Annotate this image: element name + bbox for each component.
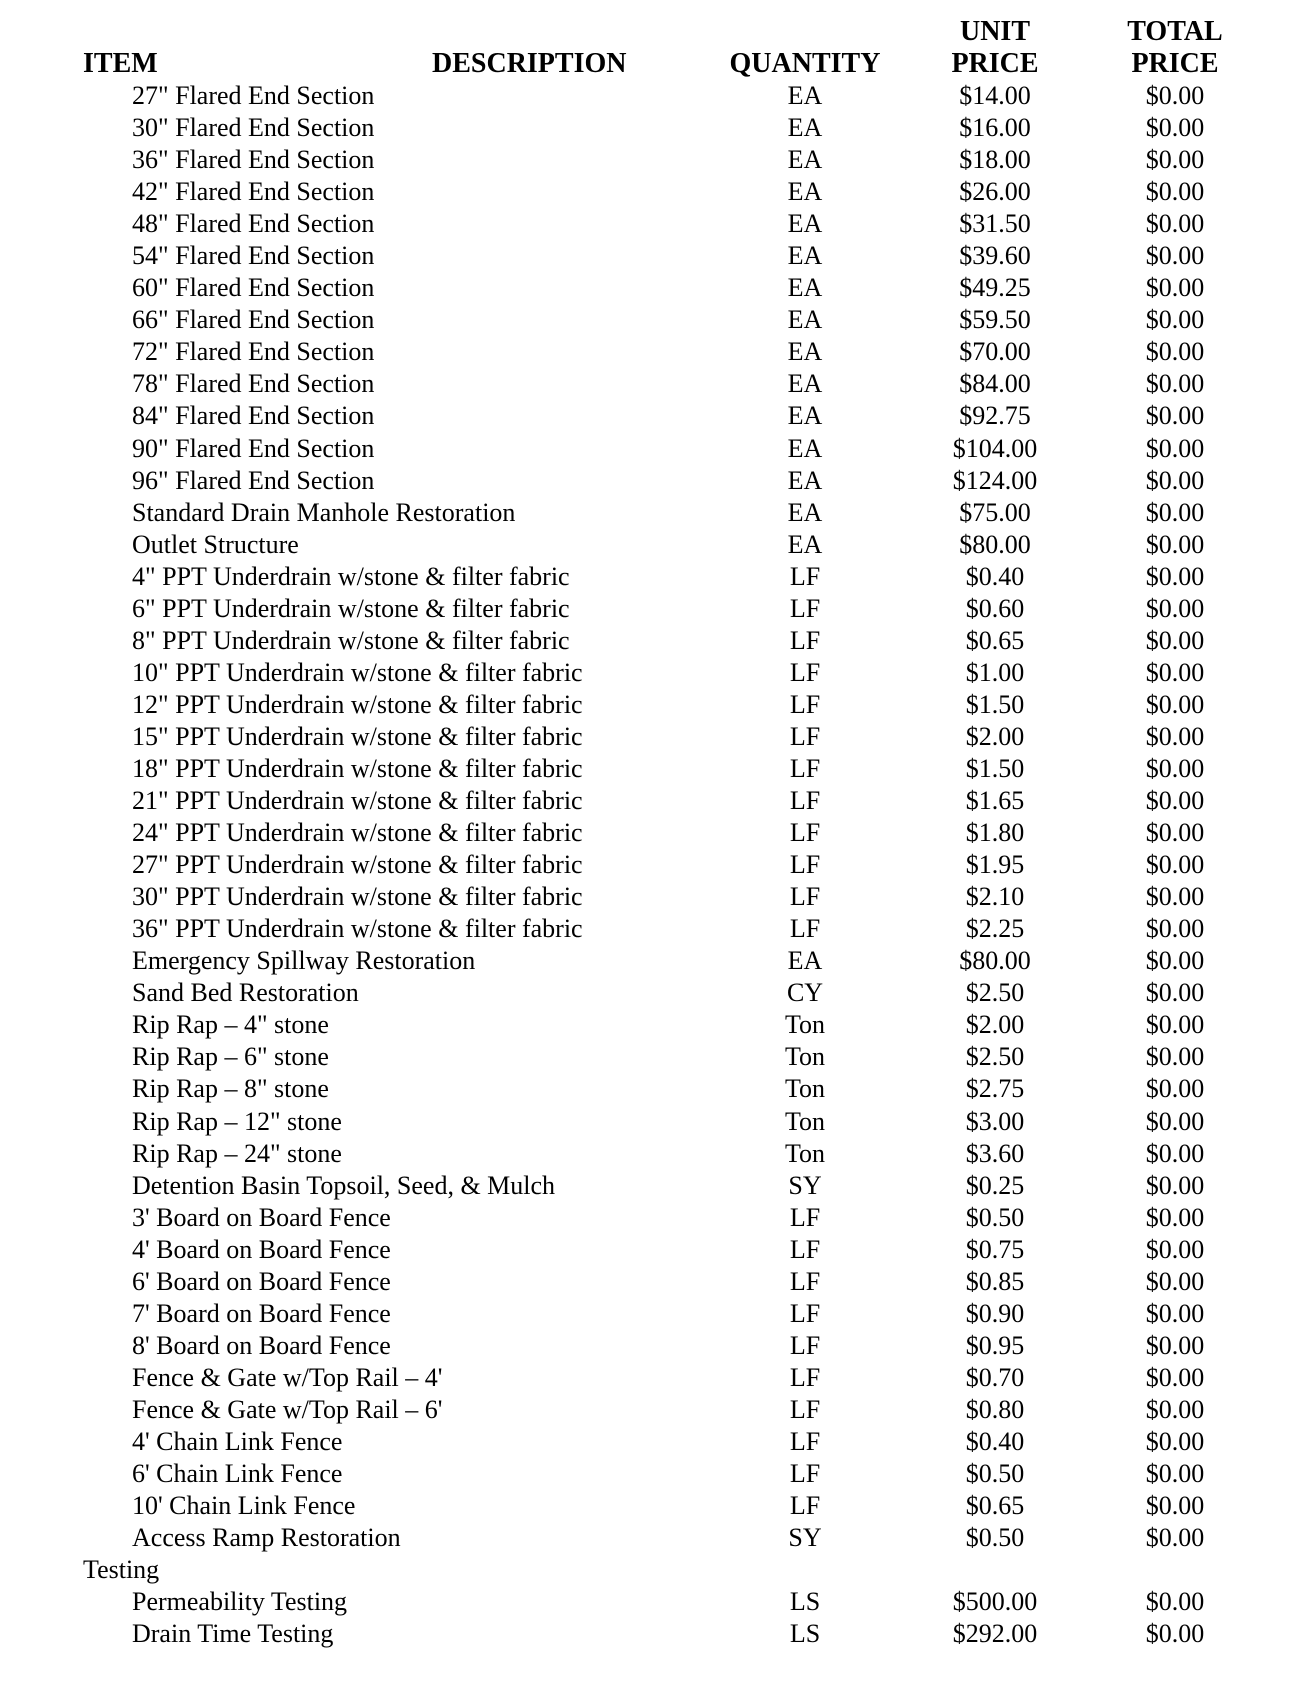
item-quantity: LF	[789, 561, 821, 591]
table-row	[0, 336, 1306, 368]
item-quantity: EA	[787, 465, 823, 495]
item-description: 24" PPT Underdrain w/stone & filter fabric	[132, 818, 583, 848]
item-unit-price: $2.10	[965, 882, 1025, 912]
item-description: 8' Board on Board Fence	[132, 1330, 391, 1360]
item-total-price: $0.00	[1145, 113, 1205, 143]
table-row	[0, 1394, 1306, 1426]
header-unit-price	[895, 16, 1095, 80]
table-row	[0, 625, 1306, 657]
item-description: 6' Board on Board Fence	[132, 1266, 391, 1296]
item-total-price: $0.00	[1145, 818, 1205, 848]
item-unit-price: $0.70	[965, 1362, 1025, 1392]
item-description: Rip Rap – 8" stone	[132, 1074, 329, 1104]
item-quantity: LF	[789, 689, 821, 719]
item-quantity: LF	[789, 753, 821, 783]
item-total-price: $0.00	[1145, 1202, 1205, 1232]
item-unit-price: $0.75	[965, 1234, 1025, 1264]
price-table-body	[0, 80, 1306, 1650]
item-quantity: LF	[789, 1298, 821, 1328]
item-total-price: $0.00	[1145, 145, 1205, 175]
item-unit-price: $292.00	[952, 1619, 1038, 1649]
item-quantity: LF	[789, 882, 821, 912]
item-unit-price: $0.50	[965, 1523, 1025, 1553]
item-unit-price: $2.00	[965, 1010, 1025, 1040]
item-total-price: $0.00	[1145, 1106, 1205, 1136]
item-total-price: $0.00	[1145, 1394, 1205, 1424]
item-unit-price: $26.00	[959, 177, 1031, 207]
item-description: 48" Flared End Section	[132, 209, 375, 239]
item-total-price: $0.00	[1145, 81, 1205, 110]
item-unit-price: $0.65	[965, 625, 1025, 655]
table-row	[0, 1490, 1306, 1522]
item-description: Rip Rap – 24" stone	[132, 1138, 342, 1168]
item-quantity: LF	[789, 593, 821, 623]
item-quantity: LF	[789, 1491, 821, 1521]
item-unit-price: $1.65	[965, 786, 1025, 816]
item-description: 78" Flared End Section	[132, 369, 375, 399]
table-row	[0, 561, 1306, 593]
item-unit-price: $59.50	[959, 305, 1031, 335]
table-row	[0, 433, 1306, 465]
item-unit-price: $16.00	[959, 113, 1031, 143]
item-quantity: LF	[789, 914, 821, 944]
item-quantity: EA	[787, 433, 823, 463]
item-description: Standard Drain Manhole Restoration	[132, 497, 516, 527]
item-unit-price: $0.85	[965, 1266, 1025, 1296]
item-unit-price: $18.00	[959, 145, 1031, 175]
table-row	[0, 272, 1306, 304]
item-total-price: $0.00	[1145, 1459, 1205, 1489]
item-description: 84" Flared End Section	[132, 401, 375, 431]
item-total-price: $0.00	[1145, 465, 1205, 495]
item-description: Outlet Structure	[132, 529, 299, 559]
table-row	[0, 913, 1306, 945]
item-description: 6' Chain Link Fence	[132, 1459, 343, 1489]
item-quantity: SY	[788, 1523, 822, 1553]
item-total-price: $0.00	[1145, 1010, 1205, 1040]
item-unit-price: $80.00	[959, 529, 1031, 559]
table-row	[0, 497, 1306, 529]
item-total-price: $0.00	[1145, 1619, 1205, 1649]
table-row	[0, 1522, 1306, 1554]
item-unit-price: $2.50	[965, 978, 1025, 1008]
table-row	[0, 849, 1306, 881]
item-quantity: LF	[789, 657, 821, 687]
header-total-price-line2: PRICE	[1131, 48, 1219, 79]
item-total-price: $0.00	[1145, 1491, 1205, 1521]
item-unit-price: $1.00	[965, 657, 1025, 687]
item-total-price: $0.00	[1145, 337, 1205, 367]
item-unit-price: $0.40	[965, 1426, 1025, 1456]
item-unit-price: $49.25	[959, 273, 1031, 303]
item-description: 30" PPT Underdrain w/stone & filter fabric	[132, 882, 583, 912]
item-total-price: $0.00	[1145, 625, 1205, 655]
item-total-price: $0.00	[1145, 882, 1205, 912]
header-quantity: QUANTITY	[729, 48, 881, 79]
table-row	[0, 529, 1306, 561]
table-row	[0, 753, 1306, 785]
item-unit-price: $0.50	[965, 1459, 1025, 1489]
item-total-price: $0.00	[1145, 241, 1205, 271]
table-row	[0, 304, 1306, 336]
item-total-price: $0.00	[1145, 1298, 1205, 1328]
item-description: 15" PPT Underdrain w/stone & filter fabric	[132, 721, 583, 751]
item-quantity: EA	[787, 497, 823, 527]
item-unit-price: $75.00	[959, 497, 1031, 527]
table-row	[0, 1138, 1306, 1170]
item-description: 30" Flared End Section	[132, 113, 375, 143]
table-row	[0, 1426, 1306, 1458]
item-total-price: $0.00	[1145, 786, 1205, 816]
item-unit-price: $0.65	[965, 1491, 1025, 1521]
item-total-price: $0.00	[1145, 689, 1205, 719]
item-unit-price: $0.25	[965, 1170, 1025, 1200]
item-description: 4' Chain Link Fence	[132, 1426, 343, 1456]
item-description: 27" PPT Underdrain w/stone & filter fabric	[132, 850, 583, 880]
table-row	[0, 1073, 1306, 1105]
item-quantity: EA	[787, 177, 823, 207]
table-row	[0, 721, 1306, 753]
table-row	[0, 881, 1306, 913]
header-unit-price-line2: PRICE	[951, 48, 1039, 79]
item-total-price: $0.00	[1145, 850, 1205, 880]
item-description: Drain Time Testing	[132, 1619, 334, 1649]
item-quantity: EA	[787, 81, 823, 110]
item-quantity: LF	[789, 1234, 821, 1264]
item-total-price: $0.00	[1145, 657, 1205, 687]
item-total-price: $0.00	[1145, 433, 1205, 463]
table-row	[0, 176, 1306, 208]
item-unit-price: $31.50	[959, 209, 1031, 239]
item-quantity: EA	[787, 145, 823, 175]
table-row	[0, 144, 1306, 176]
item-description: 10" PPT Underdrain w/stone & filter fabric	[132, 657, 583, 687]
item-quantity: CY	[786, 978, 824, 1008]
item-quantity: LS	[789, 1619, 821, 1649]
item-description: Rip Rap – 4" stone	[132, 1010, 329, 1040]
item-total-price: $0.00	[1145, 1170, 1205, 1200]
item-total-price: $0.00	[1145, 273, 1205, 303]
item-quantity: LF	[789, 721, 821, 751]
item-total-price: $0.00	[1145, 1523, 1205, 1553]
item-description: 4' Board on Board Fence	[132, 1234, 391, 1264]
item-total-price: $0.00	[1145, 369, 1205, 399]
item-unit-price: $1.50	[965, 753, 1025, 783]
header-total-price-line1: TOTAL	[1127, 16, 1223, 47]
item-quantity: LF	[789, 850, 821, 880]
item-description: 18" PPT Underdrain w/stone & filter fabric	[132, 753, 583, 783]
item-description: 3' Board on Board Fence	[132, 1202, 391, 1232]
item-unit-price: $2.50	[965, 1042, 1025, 1072]
item-quantity: LF	[789, 1266, 821, 1296]
item-total-price: $0.00	[1145, 753, 1205, 783]
item-description: 6" PPT Underdrain w/stone & filter fabric	[132, 593, 570, 623]
item-total-price: $0.00	[1145, 209, 1205, 239]
item-quantity: Ton	[784, 1010, 826, 1040]
item-total-price: $0.00	[1145, 946, 1205, 976]
item-quantity: LF	[789, 1362, 821, 1392]
item-quantity: LF	[789, 1459, 821, 1489]
item-quantity: EA	[787, 369, 823, 399]
item-unit-price: $0.90	[965, 1298, 1025, 1328]
item-total-price: $0.00	[1145, 593, 1205, 623]
item-total-price: $0.00	[1145, 1234, 1205, 1264]
item-total-price: $0.00	[1145, 1266, 1205, 1296]
item-total-price: $0.00	[1145, 1074, 1205, 1104]
table-row	[0, 1586, 1306, 1618]
table-row	[0, 1202, 1306, 1234]
item-description: 21" PPT Underdrain w/stone & filter fabric	[132, 786, 583, 816]
item-description: 10' Chain Link Fence	[132, 1491, 356, 1521]
table-row	[0, 977, 1306, 1009]
item-description: 8" PPT Underdrain w/stone & filter fabric	[132, 625, 570, 655]
item-unit-price: $2.75	[965, 1074, 1025, 1104]
table-row	[0, 1170, 1306, 1202]
item-quantity: EA	[787, 241, 823, 271]
item-quantity: EA	[787, 946, 823, 976]
item-description: Rip Rap – 12" stone	[132, 1106, 342, 1136]
item-unit-price: $2.25	[965, 914, 1025, 944]
table-row	[0, 1330, 1306, 1362]
item-quantity: EA	[787, 305, 823, 335]
item-description: Access Ramp Restoration	[132, 1523, 401, 1553]
item-unit-price: $3.60	[965, 1138, 1025, 1168]
item-total-price: $0.00	[1145, 978, 1205, 1008]
item-quantity: LS	[789, 1587, 821, 1617]
item-total-price: $0.00	[1145, 1426, 1205, 1456]
table-row	[0, 368, 1306, 400]
section-heading: Testing	[83, 1555, 160, 1585]
table-row	[0, 1106, 1306, 1138]
item-quantity: EA	[787, 401, 823, 431]
table-row	[0, 400, 1306, 432]
table-row	[0, 112, 1306, 144]
header-total-price	[1075, 16, 1275, 80]
table-row	[0, 1009, 1306, 1041]
table-row	[0, 689, 1306, 721]
item-description: 27" Flared End Section	[132, 81, 375, 110]
item-quantity: LF	[789, 1394, 821, 1424]
item-quantity: EA	[787, 209, 823, 239]
item-description: Sand Bed Restoration	[132, 978, 359, 1008]
item-unit-price: $0.95	[965, 1330, 1025, 1360]
item-quantity: EA	[787, 113, 823, 143]
item-total-price: $0.00	[1145, 1042, 1205, 1072]
item-quantity: LF	[789, 786, 821, 816]
table-row	[0, 1618, 1306, 1650]
table-row	[0, 657, 1306, 689]
item-unit-price: $3.00	[965, 1106, 1025, 1136]
item-description: 96" Flared End Section	[132, 465, 375, 495]
item-total-price: $0.00	[1145, 401, 1205, 431]
item-description: 66" Flared End Section	[132, 305, 375, 335]
item-description: 60" Flared End Section	[132, 273, 375, 303]
header-description: DESCRIPTION	[432, 48, 627, 79]
section-heading-row	[0, 1554, 1306, 1586]
item-description: 42" Flared End Section	[132, 177, 375, 207]
item-unit-price: $92.75	[959, 401, 1031, 431]
item-unit-price: $0.50	[965, 1202, 1025, 1232]
item-unit-price: $0.80	[965, 1394, 1025, 1424]
item-total-price: $0.00	[1145, 561, 1205, 591]
item-description: Fence & Gate w/Top Rail – 6'	[132, 1394, 443, 1424]
item-description: Emergency Spillway Restoration	[132, 946, 476, 976]
item-unit-price: $1.80	[965, 818, 1025, 848]
item-description: 36" Flared End Section	[132, 145, 375, 175]
item-quantity: Ton	[784, 1138, 826, 1168]
table-row	[0, 208, 1306, 240]
item-description: 90" Flared End Section	[132, 433, 375, 463]
header-unit-price-line1: UNIT	[959, 16, 1030, 47]
item-quantity: EA	[787, 273, 823, 303]
item-quantity: EA	[787, 337, 823, 367]
item-description: Fence & Gate w/Top Rail – 4'	[132, 1362, 443, 1392]
table-row	[0, 240, 1306, 272]
item-unit-price: $80.00	[959, 946, 1031, 976]
item-total-price: $0.00	[1145, 914, 1205, 944]
item-total-price: $0.00	[1145, 1330, 1205, 1360]
item-description: 72" Flared End Section	[132, 337, 375, 367]
item-unit-price: $39.60	[959, 241, 1031, 271]
item-unit-price: $500.00	[952, 1587, 1038, 1617]
table-row	[0, 1298, 1306, 1330]
item-quantity: LF	[789, 625, 821, 655]
table-row	[0, 785, 1306, 817]
item-description: Permeability Testing	[132, 1587, 348, 1617]
item-description: 36" PPT Underdrain w/stone & filter fabric	[132, 914, 583, 944]
item-quantity: Ton	[784, 1074, 826, 1104]
item-total-price: $0.00	[1145, 177, 1205, 207]
item-unit-price: $84.00	[959, 369, 1031, 399]
item-unit-price: $14.00	[959, 81, 1031, 110]
item-unit-price: $104.00	[952, 433, 1038, 463]
item-total-price: $0.00	[1145, 1362, 1205, 1392]
item-unit-price: $124.00	[952, 465, 1038, 495]
item-total-price: $0.00	[1145, 721, 1205, 751]
table-row	[0, 1041, 1306, 1073]
item-quantity: LF	[789, 1426, 821, 1456]
table-row	[0, 1362, 1306, 1394]
item-total-price: $0.00	[1145, 1138, 1205, 1168]
item-unit-price: $2.00	[965, 721, 1025, 751]
item-unit-price: $70.00	[959, 337, 1031, 367]
item-quantity: LF	[789, 1330, 821, 1360]
item-quantity: SY	[788, 1170, 822, 1200]
item-unit-price: $1.95	[965, 850, 1025, 880]
item-description: 12" PPT Underdrain w/stone & filter fabric	[132, 689, 583, 719]
table-row	[0, 465, 1306, 497]
item-total-price: $0.00	[1145, 1587, 1205, 1617]
item-quantity: Ton	[784, 1042, 826, 1072]
item-quantity: LF	[789, 818, 821, 848]
item-description: 54" Flared End Section	[132, 241, 375, 271]
item-unit-price: $1.50	[965, 689, 1025, 719]
header-item: ITEM	[83, 48, 158, 79]
item-description: Detention Basin Topsoil, Seed, & Mulch	[132, 1170, 556, 1200]
table-row	[0, 817, 1306, 849]
item-total-price: $0.00	[1145, 497, 1205, 527]
item-unit-price: $0.60	[965, 593, 1025, 623]
item-total-price: $0.00	[1145, 305, 1205, 335]
item-description: 4" PPT Underdrain w/stone & filter fabric	[132, 561, 570, 591]
table-row	[0, 1458, 1306, 1490]
item-description: Rip Rap – 6" stone	[132, 1042, 329, 1072]
item-quantity: LF	[789, 1202, 821, 1232]
table-row	[0, 593, 1306, 625]
item-total-price: $0.00	[1145, 529, 1205, 559]
table-row	[0, 1266, 1306, 1298]
table-row	[0, 80, 1306, 112]
item-quantity: EA	[787, 529, 823, 559]
table-row	[0, 1234, 1306, 1266]
item-quantity: Ton	[784, 1106, 826, 1136]
table-row	[0, 945, 1306, 977]
item-description: 7' Board on Board Fence	[132, 1298, 391, 1328]
item-unit-price: $0.40	[965, 561, 1025, 591]
